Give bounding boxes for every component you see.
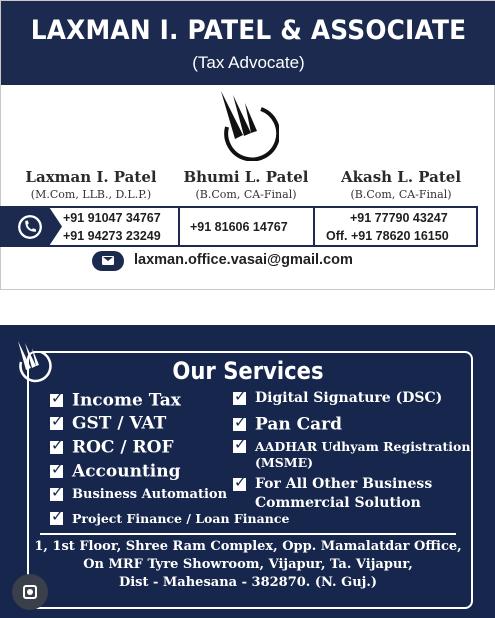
checkbox-icon	[50, 417, 63, 430]
phone-number[interactable]: +91 91047 34767	[63, 211, 161, 225]
checkbox-icon	[50, 394, 63, 407]
checkbox-icon	[233, 418, 246, 431]
checkbox-icon	[50, 441, 63, 454]
service-item: ✓For All Other Business	[233, 476, 432, 492]
service-item: ✓ROC / ROF	[50, 437, 174, 458]
checkbox-icon	[233, 478, 246, 491]
lens-icon[interactable]	[12, 574, 48, 610]
phone-number[interactable]: Off. +91 78620 16150	[326, 229, 449, 243]
checkbox-icon	[50, 512, 63, 525]
address-line: On MRF Tyre Showroom, Vijapur, Ta. Vijapur,	[83, 557, 413, 572]
service-item-continued: Commercial Solution	[255, 495, 421, 511]
phone-number[interactable]: +91 94273 23249	[63, 229, 161, 243]
service-item: ✓AADHAR Udhyam Registration	[233, 438, 470, 454]
checkbox-icon	[50, 465, 63, 478]
service-item: ✓Accounting	[50, 461, 181, 482]
service-item: ✓Income Tax	[50, 390, 181, 411]
address-line: Dist - Mahesana - 382870. (N. Guj.)	[118, 575, 378, 590]
person-qualification: (B.Com, CA-Final)	[195, 188, 297, 201]
person-qualification: (M.Com, LLB., D.L.P.)	[30, 188, 152, 201]
person-name: Bhumi L. Patel	[183, 168, 309, 186]
person-qualification: (B.Com, CA-Final)	[350, 188, 452, 201]
service-item-continued: (MSME)	[255, 455, 314, 470]
person-bhumi	[180, 168, 312, 201]
person-name: Akash L. Patel	[340, 168, 462, 186]
phone-number[interactable]: +91 81606 14767	[190, 220, 288, 234]
address-line: 1, 1st Floor, Shree Ram Complex, Opp. Mamalatdar Office,	[34, 539, 462, 554]
person-akash	[326, 168, 476, 201]
phone-number[interactable]: +91 77790 43247	[350, 211, 448, 225]
email-address[interactable]: laxman.office.vasai@gmail.com	[134, 252, 353, 268]
phone-icon	[18, 215, 42, 239]
checkbox-icon	[233, 440, 246, 453]
service-item: ✓GST / VAT	[50, 413, 166, 434]
swoosh-logo-icon	[14, 340, 52, 384]
person-laxman	[18, 168, 164, 201]
service-item: ✓Digital Signature (DSC)	[233, 390, 442, 406]
firm-subtitle: (Tax Advocate)	[192, 53, 305, 72]
service-item: ✓Pan Card	[233, 414, 342, 435]
checkbox-icon	[233, 392, 246, 405]
services-title: Our Services	[172, 357, 324, 385]
service-item: ✓Project Finance / Loan Finance	[50, 510, 289, 526]
front-header	[1, 1, 495, 85]
swoosh-logo-icon	[213, 89, 279, 161]
checkbox-icon	[50, 488, 63, 501]
service-item: ✓Business Automation	[50, 487, 227, 502]
firm-name: LAXMAN I. PATEL & ASSOCIATE	[30, 15, 467, 46]
person-name: Laxman I. Patel	[25, 168, 157, 186]
address-divider	[40, 533, 456, 535]
phone-separator	[313, 208, 315, 245]
email-icon	[92, 251, 124, 271]
phone-separator	[178, 208, 180, 245]
